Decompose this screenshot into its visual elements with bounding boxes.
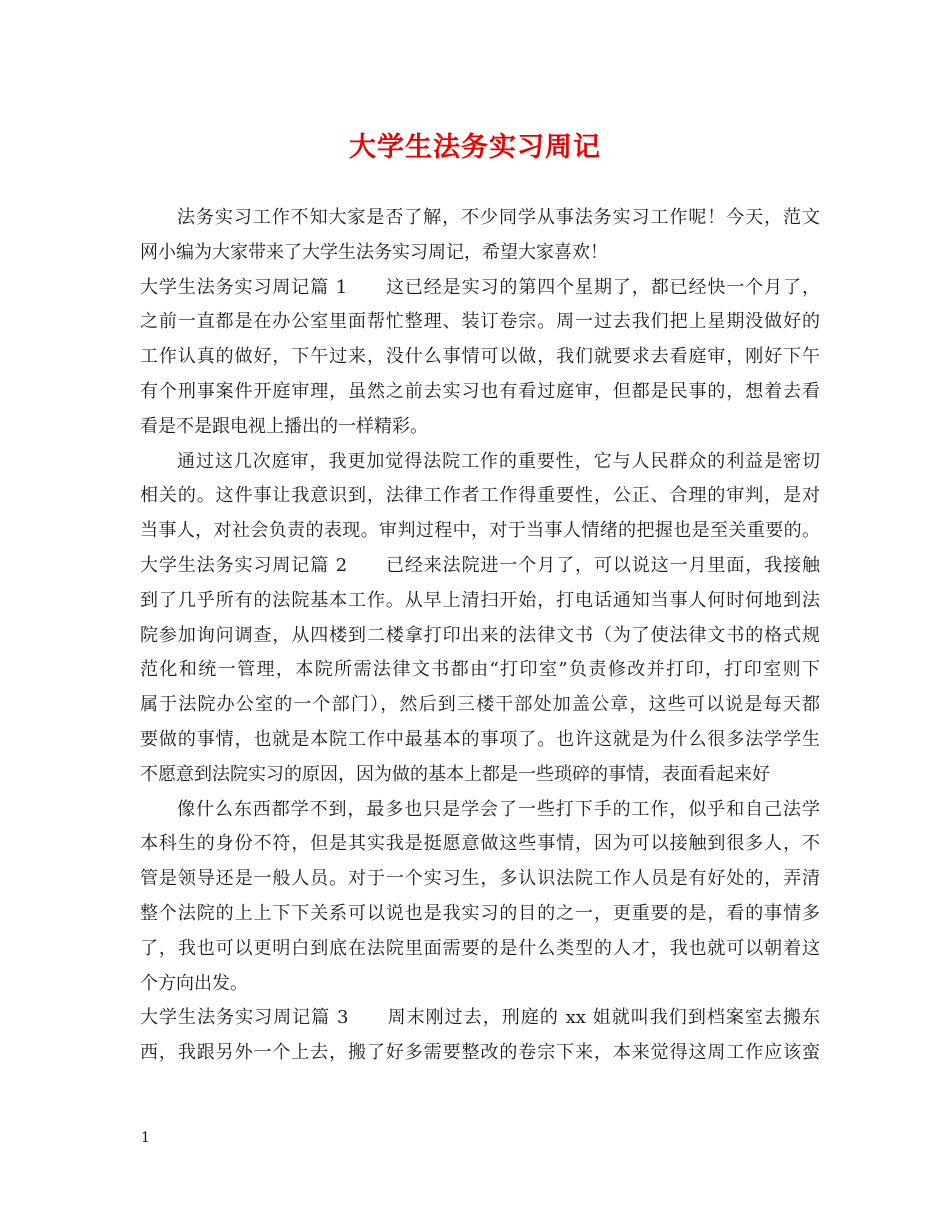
text-line: 有个刑事案件开庭审理，虽然之前去实习也有看过庭审，但都是民事的，想着去看 xyxy=(140,380,820,402)
text-line: 属于法院办公室的一个部门），然后到三楼干部处加盖公章，这些可以说是每天都 xyxy=(140,694,820,716)
text-line: 工作认真的做好，下午过来，没什么事情可以做，我们就要求去看庭审，刚好下午 xyxy=(140,346,820,368)
text-line: 管是领导还是一般人员。对于一个实习生，多认识法院工作人员是有好处的，弄清 xyxy=(140,868,820,890)
section-heading-line: 大学生法务实习周记篇 3 周末刚过去，刑庭的 xx 姐就叫我们到档案室去搬东 xyxy=(140,1007,820,1029)
text-line: 相关的。这件事让我意识到，法律工作者工作得重要性，公正、合理的审判，是对 xyxy=(140,485,820,507)
text-line: 看是不是跟电视上播出的一样精彩。 xyxy=(140,415,428,437)
text-line: 网小编为大家带来了大学生法务实习周记，希望大家喜欢！ xyxy=(140,241,608,263)
text-line: 西，我跟另外一个上去，搬了好多需要整改的卷宗下来，本来觉得这周工作应该蛮 xyxy=(140,1042,820,1064)
text-line: 了，我也可以更明白到底在法院里面需要的是什么类型的人才，我也就可以朝着这 xyxy=(140,937,820,959)
text-line: 要做的事情，也就是本院工作中最基本的事项了。也许这就是为什么很多法学学生 xyxy=(140,728,820,750)
page-number: 1 xyxy=(141,1130,150,1146)
text-line: 范化和统一管理，本院所需法律文书都由“打印室”负责修改并打印，打印室则下 xyxy=(140,659,820,681)
text-line: 到了几乎所有的法院基本工作。从早上清扫开始，打电话通知当事人何时何地到法 xyxy=(140,589,820,611)
text-line: 院参加询问调查，从四楼到二楼拿打印出来的法律文书（为了使法律文书的格式规 xyxy=(140,624,820,646)
text-line: 像什么东西都学不到，最多也只是学会了一些打下手的工作，似乎和自己法学 xyxy=(177,798,820,820)
text-line: 本科生的身份不符，但是其实我是挺愿意做这些事情，因为可以接触到很多人，不 xyxy=(140,833,820,855)
text-line: 当事人，对社会负责的表现。审判过程中，对于当事人情绪的把握也是至关重要的。 xyxy=(140,520,820,542)
text-line: 不愿意到法院实习的原因，因为做的基本上都是一些琐碎的事情，表面看起来好 xyxy=(140,763,770,785)
text-line: 个方向出发。 xyxy=(140,972,248,994)
document-title: 大学生法务实习周记 xyxy=(349,132,601,163)
text-line: 通过这几次庭审，我更加觉得法院工作的重要性，它与人民群众的利益是密切 xyxy=(177,450,820,472)
section-heading-line: 大学生法务实习周记篇 2 已经来法院进一个月了，可以说这一月里面，我接触 xyxy=(140,554,820,576)
document-body xyxy=(140,201,820,1071)
text-line: 整个法院的上上下下关系可以说也是我实习的目的之一，更重要的是，看的事情多 xyxy=(140,902,820,924)
section-heading-line: 大学生法务实习周记篇 1 这已经是实习的第四个星期了，都已经快一个月了， xyxy=(140,276,820,298)
text-line: 法务实习工作不知大家是否了解，不少同学从事法务实习工作呢！今天，范文 xyxy=(177,207,820,228)
text-line: 之前一直都是在办公室里面帮忙整理、装订卷宗。周一过去我们把上星期没做好的 xyxy=(140,311,820,333)
